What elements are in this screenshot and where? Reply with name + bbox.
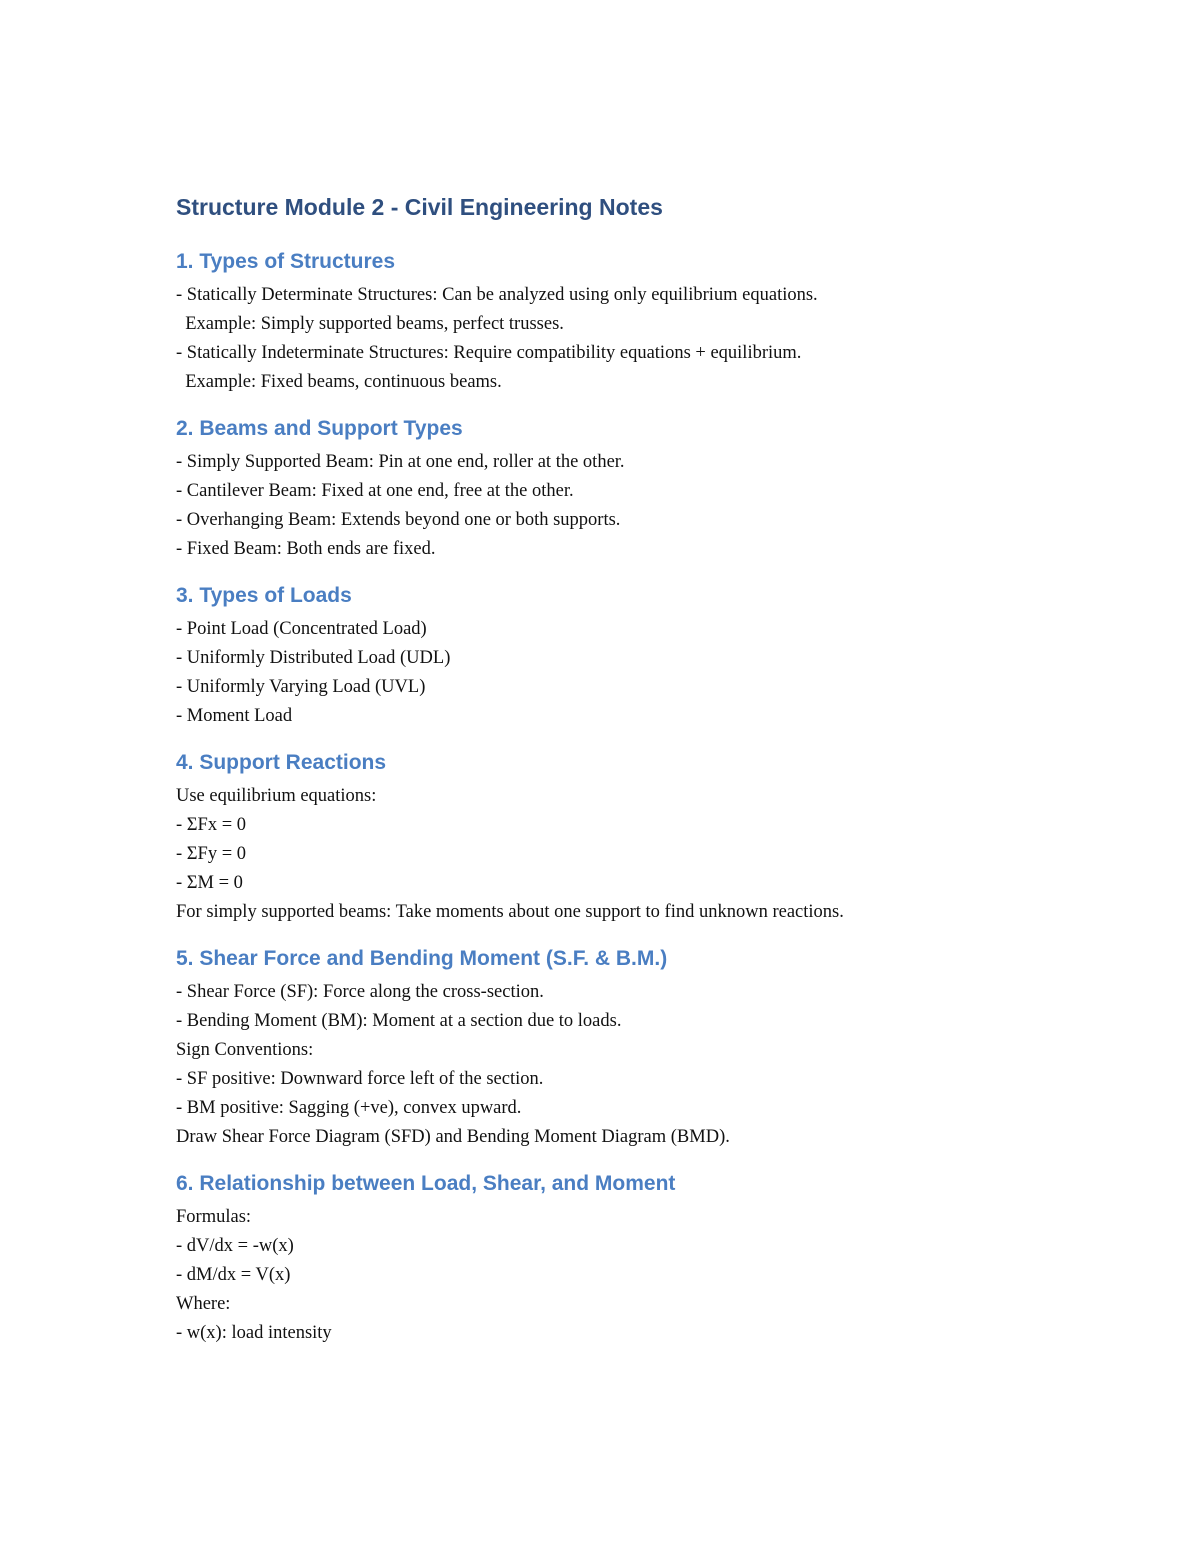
text-line: - Shear Force (SF): Force along the cross-section. xyxy=(176,982,544,1002)
text-line: Sign Conventions: xyxy=(176,1040,314,1060)
text-line: - dM/dx = V(x) xyxy=(176,1265,291,1285)
text-line: - SF positive: Downward force left of the section. xyxy=(176,1069,544,1089)
section-spacer xyxy=(176,564,1076,577)
text-line: - BM positive: Sagging (+ve), convex upward. xyxy=(176,1098,522,1118)
text-line: - ΣFx = 0 xyxy=(176,815,247,835)
text-line: - w(x): load intensity xyxy=(176,1323,332,1343)
document-content xyxy=(176,188,1076,1348)
section-6 xyxy=(176,1165,1076,1348)
text-line: - Fixed Beam: Both ends are fixed. xyxy=(176,539,436,559)
section-spacer xyxy=(176,927,1076,940)
section-heading: 3. Types of Loads xyxy=(176,584,352,607)
text-line: - Statically Determinate Structures: Can be analyzed using only equilibrium equations. xyxy=(176,285,818,305)
text-line: - Simply Supported Beam: Pin at one end, roller at the other. xyxy=(176,452,625,472)
text-line: Draw Shear Force Diagram (SFD) and Bending Moment Diagram (BMD). xyxy=(176,1127,730,1147)
text-line: - Uniformly Distributed Load (UDL) xyxy=(176,648,451,668)
section-heading: 5. Shear Force and Bending Moment (S.F. & B.M.) xyxy=(176,947,668,970)
section-spacer xyxy=(176,397,1076,410)
section-2 xyxy=(176,410,1076,577)
text-line: Formulas: xyxy=(176,1207,252,1227)
text-line: Example: Fixed beams, continuous beams. xyxy=(176,372,502,392)
text-line: Example: Simply supported beams, perfect trusses. xyxy=(176,314,564,334)
section-4 xyxy=(176,744,1076,940)
section-5 xyxy=(176,940,1076,1165)
section-3 xyxy=(176,577,1076,744)
text-line: - Point Load (Concentrated Load) xyxy=(176,619,427,639)
sections-container xyxy=(176,243,1076,1348)
text-line: - Overhanging Beam: Extends beyond one or both supports. xyxy=(176,510,621,530)
section-1 xyxy=(176,243,1076,410)
text-line: - Moment Load xyxy=(176,706,293,726)
section-spacer xyxy=(176,1152,1076,1165)
text-line: - Cantilever Beam: Fixed at one end, free at the other. xyxy=(176,481,574,501)
text-line: - Statically Indeterminate Structures: Require compatibility equations + equilibrium. xyxy=(176,343,802,363)
section-heading: 2. Beams and Support Types xyxy=(176,417,463,440)
text-line: - ΣM = 0 xyxy=(176,873,243,893)
text-line: - Uniformly Varying Load (UVL) xyxy=(176,677,426,697)
text-line: Use equilibrium equations: xyxy=(176,786,377,806)
document-title: Structure Module 2 - Civil Engineering Notes xyxy=(176,194,663,220)
section-spacer xyxy=(176,731,1076,744)
section-heading: 6. Relationship between Load, Shear, and Moment xyxy=(176,1172,676,1195)
text-line: - dV/dx = -w(x) xyxy=(176,1236,294,1256)
text-line: - ΣFy = 0 xyxy=(176,844,247,864)
text-line: Where: xyxy=(176,1294,231,1314)
text-line: - Bending Moment (BM): Moment at a section due to loads. xyxy=(176,1011,622,1031)
section-heading: 1. Types of Structures xyxy=(176,250,396,273)
text-line: For simply supported beams: Take moments about one support to find unknown reactions. xyxy=(176,902,844,922)
section-heading: 4. Support Reactions xyxy=(176,751,387,774)
